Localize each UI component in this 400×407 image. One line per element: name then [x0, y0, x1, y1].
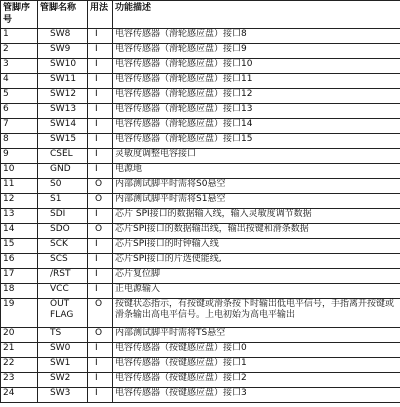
pin-number-cell: 10	[1, 164, 38, 179]
function-cell: 内部测试脚平时需将S0悬空	[113, 179, 400, 194]
usage-cell: I	[88, 149, 113, 164]
pin-number-cell: 15	[1, 239, 38, 254]
usage-cell: I	[88, 74, 113, 89]
table-row	[1, 134, 400, 149]
usage-cell: I	[88, 44, 113, 59]
usage-cell: I	[88, 29, 113, 44]
pin-number-cell: 7	[1, 119, 38, 134]
pin-number-cell: 24	[1, 388, 38, 403]
pin-name-cell: SW0	[38, 343, 88, 358]
table-row	[1, 343, 400, 358]
pin-name-cell: SW10	[38, 59, 88, 74]
function-cell: 电源地	[113, 164, 400, 179]
function-cell: 内部测试脚平时需将TS悬空	[113, 328, 400, 343]
pin-name-cell: CSEL	[38, 149, 88, 164]
pin-name-cell: SW1	[38, 358, 88, 373]
pin-name-cell: S0	[38, 179, 88, 194]
table-row	[1, 269, 400, 284]
pin-number-cell: 2	[1, 44, 38, 59]
pin-number-cell: 22	[1, 358, 38, 373]
function-cell: 电容传感器（按键感应盘）接口3	[113, 388, 400, 403]
function-cell: 电容传感器（按键感应盘）接口1	[113, 358, 400, 373]
pin-name-cell: S1	[38, 194, 88, 209]
function-cell: 芯片SPI接口的数据输出线，输出按键和滑条数据	[113, 224, 400, 239]
usage-cell: O	[88, 328, 113, 343]
function-cell: 芯片 SPI接口的数据输入线，输入灵敏度调节数据	[113, 209, 400, 224]
function-cell: 电容传感器（按键感应盘）接口2	[113, 373, 400, 388]
table-row	[1, 194, 400, 209]
pin-name-cell: SW9	[38, 44, 88, 59]
function-cell: 芯片SPI接口的片选使能线,	[113, 254, 400, 269]
pin-name-cell: SDI	[38, 209, 88, 224]
pin-name-cell: SW2	[38, 373, 88, 388]
pin-name-cell: SW11	[38, 74, 88, 89]
function-cell: 灵敏度调整电容接口	[113, 149, 400, 164]
function-cell: 电容传感器（滑轮感应盘）接口15	[113, 134, 400, 149]
usage-cell: O	[88, 224, 113, 239]
function-cell: 电容传感器（滑轮感应盘）接口8	[113, 29, 400, 44]
pin-number-cell: 8	[1, 134, 38, 149]
table-row	[1, 373, 400, 388]
pin-number-cell: 21	[1, 343, 38, 358]
usage-cell: I	[88, 209, 113, 224]
table-row	[1, 209, 400, 224]
function-cell: 内部测试脚平时需将S1悬空	[113, 194, 400, 209]
pin-name-cell: VCC	[38, 284, 88, 299]
function-cell: 芯片复位脚	[113, 269, 400, 284]
function-cell: 电容传感器（滑轮感应盘）接口10	[113, 59, 400, 74]
pin-number-cell: 16	[1, 254, 38, 269]
usage-cell: I	[88, 134, 113, 149]
usage-cell: I	[88, 89, 113, 104]
pin-name-cell: SW3	[38, 388, 88, 403]
table-row	[1, 254, 400, 269]
table-row	[1, 328, 400, 343]
header-row	[1, 1, 400, 29]
usage-cell: I	[88, 358, 113, 373]
header-pin-name: 管脚名称	[38, 1, 88, 29]
usage-cell: I	[88, 254, 113, 269]
pin-name-cell: OUT FLAG	[38, 299, 88, 328]
usage-cell: I	[88, 343, 113, 358]
pin-number-cell: 6	[1, 104, 38, 119]
table-row	[1, 358, 400, 373]
table-row	[1, 239, 400, 254]
pin-number-cell: 4	[1, 74, 38, 89]
table-row	[1, 299, 400, 328]
function-cell: 电容传感器（按键感应盘）接口0	[113, 343, 400, 358]
pin-name-cell: GND	[38, 164, 88, 179]
usage-cell: I	[88, 164, 113, 179]
pin-number-cell: 17	[1, 269, 38, 284]
pin-number-cell: 20	[1, 328, 38, 343]
table-row	[1, 74, 400, 89]
table-row	[1, 164, 400, 179]
table-row	[1, 224, 400, 239]
pin-number-cell: 14	[1, 224, 38, 239]
table-row	[1, 89, 400, 104]
table-row	[1, 179, 400, 194]
function-cell: 按键状态指示，有按键或滑条按下时输出低电平信号，手指离开按键或滑条输出高电平信号。上电初始为高电平输出	[113, 299, 400, 328]
function-cell: 电容传感器（滑轮感应盘）接口13	[113, 104, 400, 119]
pin-name-cell: SW15	[38, 134, 88, 149]
function-cell: 芯片SPI接口的时钟输入线	[113, 239, 400, 254]
usage-cell: I	[88, 104, 113, 119]
usage-cell: I	[88, 284, 113, 299]
pin-name-cell: SCK	[38, 239, 88, 254]
table-row	[1, 59, 400, 74]
pin-number-cell: 5	[1, 89, 38, 104]
pin-number-cell: 11	[1, 179, 38, 194]
usage-cell: I	[88, 119, 113, 134]
pin-number-cell: 9	[1, 149, 38, 164]
pin-number-cell: 13	[1, 209, 38, 224]
table-row	[1, 284, 400, 299]
table-row	[1, 104, 400, 119]
header-usage: 用法	[88, 1, 113, 29]
pin-name-cell: SW8	[38, 29, 88, 44]
usage-cell: I	[88, 373, 113, 388]
pin-number-cell: 23	[1, 373, 38, 388]
table-row	[1, 119, 400, 134]
function-cell: 正电源输入	[113, 284, 400, 299]
header-pin-number: 管脚序号	[1, 1, 38, 29]
pin-number-cell: 12	[1, 194, 38, 209]
pin-number-cell: 3	[1, 59, 38, 74]
usage-cell: O	[88, 299, 113, 328]
function-cell: 电容传感器（滑轮感应盘）接口9	[113, 44, 400, 59]
function-cell: 电容传感器（滑轮感应盘）接口11	[113, 74, 400, 89]
pin-number-cell: 18	[1, 284, 38, 299]
pin-number-cell: 19	[1, 299, 38, 328]
pin-name-cell: TS	[38, 328, 88, 343]
table-row	[1, 29, 400, 44]
pin-name-cell: SCS	[38, 254, 88, 269]
usage-cell: O	[88, 194, 113, 209]
pin-number-cell: 1	[1, 29, 38, 44]
pin-name-cell: SDO	[38, 224, 88, 239]
table-row	[1, 44, 400, 59]
pin-name-cell: SW13	[38, 104, 88, 119]
pin-name-cell: /RST	[38, 269, 88, 284]
header-function: 功能描述	[113, 1, 400, 29]
pin-name-cell: SW12	[38, 89, 88, 104]
usage-cell: I	[88, 388, 113, 403]
table-row	[1, 149, 400, 164]
usage-cell: I	[88, 59, 113, 74]
usage-cell: I	[88, 239, 113, 254]
pin-name-cell: SW14	[38, 119, 88, 134]
function-cell: 电容传感器（滑轮感应盘）接口14	[113, 119, 400, 134]
table-row	[1, 388, 400, 403]
pin-rows	[1, 29, 400, 403]
function-cell: 电容传感器（滑轮感应盘）接口12	[113, 89, 400, 104]
usage-cell: I	[88, 269, 113, 284]
usage-cell: O	[88, 179, 113, 194]
